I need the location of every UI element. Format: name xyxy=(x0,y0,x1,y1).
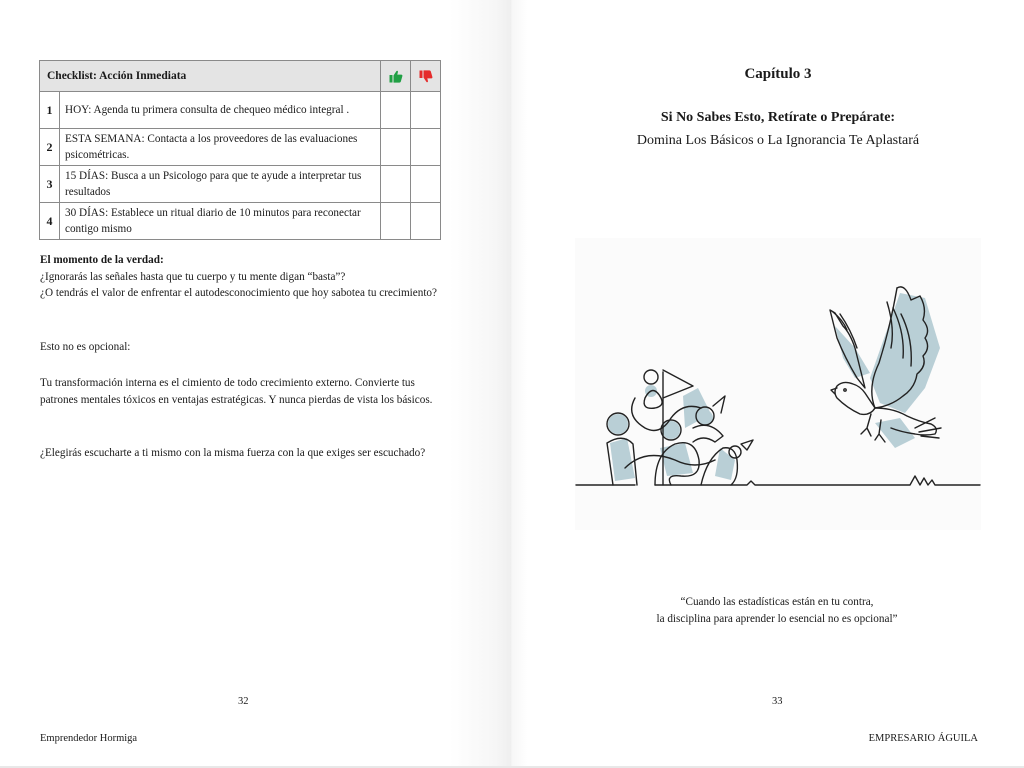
chapter-title: Si No Sabes Esto, Retírate o Prepárate: xyxy=(660,110,896,125)
chapter-quote xyxy=(590,594,964,628)
page-number-left: 32 xyxy=(238,696,249,707)
checklist-row xyxy=(40,203,441,240)
thumbs-up-icon xyxy=(389,70,403,83)
reject-column-header xyxy=(411,61,441,92)
row-task: HOY: Agenda tu primera consulta de chequeo médico integral . xyxy=(60,92,381,129)
row-number: 2 xyxy=(40,129,60,166)
chapter-label: Capítulo 3 xyxy=(744,66,812,82)
quote-line-1: “Cuando las estadísticas están en tu contra, xyxy=(680,596,874,608)
closing-question xyxy=(40,445,455,462)
thumbs-down-icon xyxy=(419,70,433,83)
transformation-paragraph xyxy=(40,375,455,408)
row-number: 4 xyxy=(40,203,60,240)
reject-checkbox-cell[interactable] xyxy=(411,166,441,203)
approve-checkbox-cell[interactable] xyxy=(381,166,411,203)
not-optional-line: Esto no es opcional: xyxy=(40,341,131,353)
reject-checkbox-cell[interactable] xyxy=(411,203,441,240)
approve-checkbox-cell[interactable] xyxy=(381,129,411,166)
row-task: 15 DÍAS: Busca a un Psicologo para que te ayude a interpretar tus resultados xyxy=(60,166,381,203)
checklist-header-row xyxy=(40,61,441,92)
reject-checkbox-cell[interactable] xyxy=(411,92,441,129)
footer-right: EMPRESARIO ÁGUILA xyxy=(868,733,978,744)
checklist-table xyxy=(39,60,441,240)
page-number-right: 33 xyxy=(772,696,783,707)
row-task: 30 DÍAS: Establece un ritual diario de 10 minutos para reconectar contigo mismo xyxy=(60,203,381,240)
not-optional-text xyxy=(40,339,455,356)
moment-heading: El momento de la verdad: xyxy=(40,254,164,266)
checklist-row xyxy=(40,129,441,166)
chapter-subtitle: Domina Los Básicos o La Ignorancia Te Aplastará xyxy=(636,133,920,148)
chapter-illustration xyxy=(575,238,981,530)
paragraph-text: Tu transformación interna es el cimiento de todo crecimiento externo. Convierte tus patrones mentales tóxicos en ventajas estratégicas. Y nunca pierdas de vista los básicos. xyxy=(40,377,433,406)
checklist-row xyxy=(40,92,441,129)
closing-question-text: ¿Elegirás escucharte a ti mismo con la misma fuerza con la que exiges ser escuchado? xyxy=(40,447,426,459)
question-1: ¿Ignorarás las señales hasta que tu cuerpo y tu mente digan “basta”? xyxy=(40,270,346,283)
row-task: ESTA SEMANA: Contacta a los proveedores de las evaluaciones psicométricas. xyxy=(60,129,381,166)
reject-checkbox-cell[interactable] xyxy=(411,129,441,166)
row-number: 1 xyxy=(40,92,60,129)
question-2: ¿O tendrás el valor de enfrentar el autodesconocimiento que hoy sabotea tu crecimiento? xyxy=(40,287,437,300)
approve-checkbox-cell[interactable] xyxy=(381,203,411,240)
row-number: 3 xyxy=(40,166,60,203)
checklist-title: Checklist: Acción Inmediata xyxy=(40,61,381,92)
footer-left: Emprendedor Hormiga xyxy=(40,733,138,744)
eagle-and-ants-line-art-icon xyxy=(575,238,981,530)
approve-checkbox-cell[interactable] xyxy=(381,92,411,129)
approve-column-header xyxy=(381,61,411,92)
checklist-row xyxy=(40,166,441,203)
quote-line-2: la disciplina para aprender lo esencial no es opcional” xyxy=(656,613,898,625)
moment-of-truth-section xyxy=(40,252,455,302)
